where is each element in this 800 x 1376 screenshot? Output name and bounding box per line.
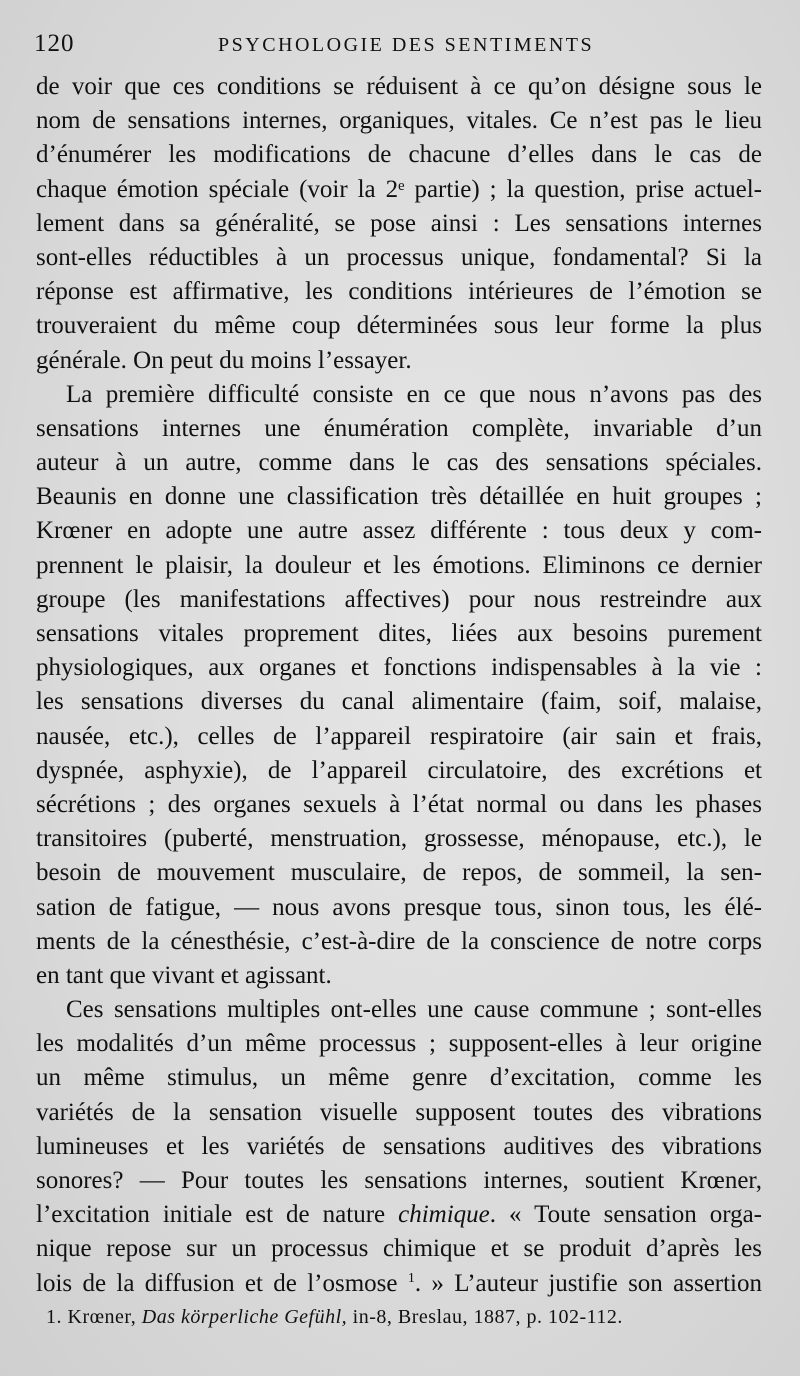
text-line: d’énumérer les modifications de chacune d’elles dans le cas de	[36, 141, 762, 169]
text-line: lumineuses et les variétés de sensations auditives des vibrations	[36, 1132, 762, 1160]
text-line	[36, 1267, 762, 1301]
text-line: auteur à un autre, comme dans le cas des sensations spéciales.	[36, 449, 762, 477]
text-line: groupe (les manifestations affectives) pour nous restreindre aux	[36, 585, 762, 613]
text-line: un même stimulus, un même genre d’excitation, comme les	[36, 1064, 762, 1092]
text-line	[36, 1198, 762, 1232]
footnote-ref: 1	[407, 1270, 415, 1286]
text-line: lement dans sa généralité, se pose ainsi : Les sensations internes	[36, 209, 762, 237]
text-line: les sensations diverses du canal alimentaire (faim, soif, malaise,	[36, 688, 762, 716]
text-line: dyspnée, asphyxie), de l’appareil circulatoire, des excrétions et	[36, 756, 762, 784]
text-line: nom de sensations internes, organiques, vitales. Ce n’est pas le lieu	[36, 107, 762, 135]
text-line: physiologiques, aux organes et fonctions indispensables à la vie :	[36, 654, 762, 682]
text-line: chaque émotion spéciale (voir la 2ᵉ partie) ; la question, prise actuel-	[36, 175, 762, 203]
text-line: générale. On peut du moins l’essayer.	[36, 346, 412, 374]
text-line: de voir que ces conditions se réduisent à ce qu’on désigne sous le	[36, 73, 762, 100]
footnote-author: Krœner,	[67, 1306, 137, 1328]
text-line: nausée, etc.), celles de l’appareil respiratoire (air sain et frais,	[36, 722, 762, 750]
footnote-details: in-8, Breslau, 1887, p. 102-112.	[352, 1306, 623, 1328]
text-line: Beaunis en donne une classification très détaillée en huit groupes ;	[36, 483, 762, 511]
text-line: sensations internes une énumération complète, invariable d’un	[36, 414, 762, 442]
text-line: sécrétions ; des organes sexuels à l’état normal ou dans les phases	[36, 790, 762, 818]
text-line: trouveraient du même coup déterminées sous leur forme la plus	[36, 312, 762, 340]
running-title: PSYCHOLOGIE DES SENTIMENTS	[218, 34, 595, 56]
page-number: 120	[34, 30, 75, 57]
text-line: Krœner en adopte une autre assez différente : tous deux y com-	[36, 517, 762, 545]
text-line: sensations vitales proprement dites, liées aux besoins purement	[36, 620, 762, 647]
text-segment: . » L’auteur justifie son assertion	[414, 1269, 763, 1297]
text-line: les modalités d’un même processus ; supposent-elles à leur origine	[36, 1030, 762, 1058]
page-header	[34, 30, 764, 64]
text-line: prennent le plaisir, la douleur et les émotions. Eliminons ce dernier	[36, 551, 762, 579]
text-line: sonores? — Pour toutes les sensations internes, soutient Krœner,	[36, 1167, 762, 1194]
text-line: en tant que vivant et agissant.	[36, 961, 332, 989]
text-line: réponse est affirmative, les conditions intérieures de l’émotion se	[36, 278, 762, 306]
text-line: transitoires (puberté, menstruation, grossesse, ménopause, etc.), le	[36, 825, 762, 853]
text-segment: . « Toute sensation orga-	[489, 1201, 763, 1229]
footnote-title: Das körperliche Gefühl,	[141, 1306, 348, 1328]
text-line: variétés de la sensation visuelle supposent toutes des vibrations	[36, 1098, 762, 1126]
text-line: La première difficulté consiste en ce que nous n’avons pas des	[66, 380, 762, 408]
text-line: sont-elles réductibles à un processus unique, fondamental? Si la	[36, 243, 762, 271]
text-line: Ces sensations multiples ont-elles une cause commune ; sont-elles	[66, 996, 762, 1024]
text-segment: l’excitation initiale est de nature	[36, 1201, 386, 1229]
text-segment: lois de la diffusion et de l’osmose	[36, 1269, 398, 1297]
text-line: sation de fatigue, — nous avons presque tous, sinon tous, les élé-	[36, 893, 762, 921]
text-line: besoin de mouvement musculaire, de repos, de sommeil, la sen-	[36, 859, 762, 887]
body-text	[36, 70, 762, 1301]
text-line: nique repose sur un processus chimique et se produit d’après les	[36, 1235, 762, 1263]
text-line: ments de la cénesthésie, c’est-à-dire de la conscience de notre corps	[36, 927, 762, 955]
italic-term: chimique	[398, 1201, 490, 1229]
footnote	[46, 1306, 746, 1329]
footnote-number: 1.	[46, 1306, 62, 1328]
